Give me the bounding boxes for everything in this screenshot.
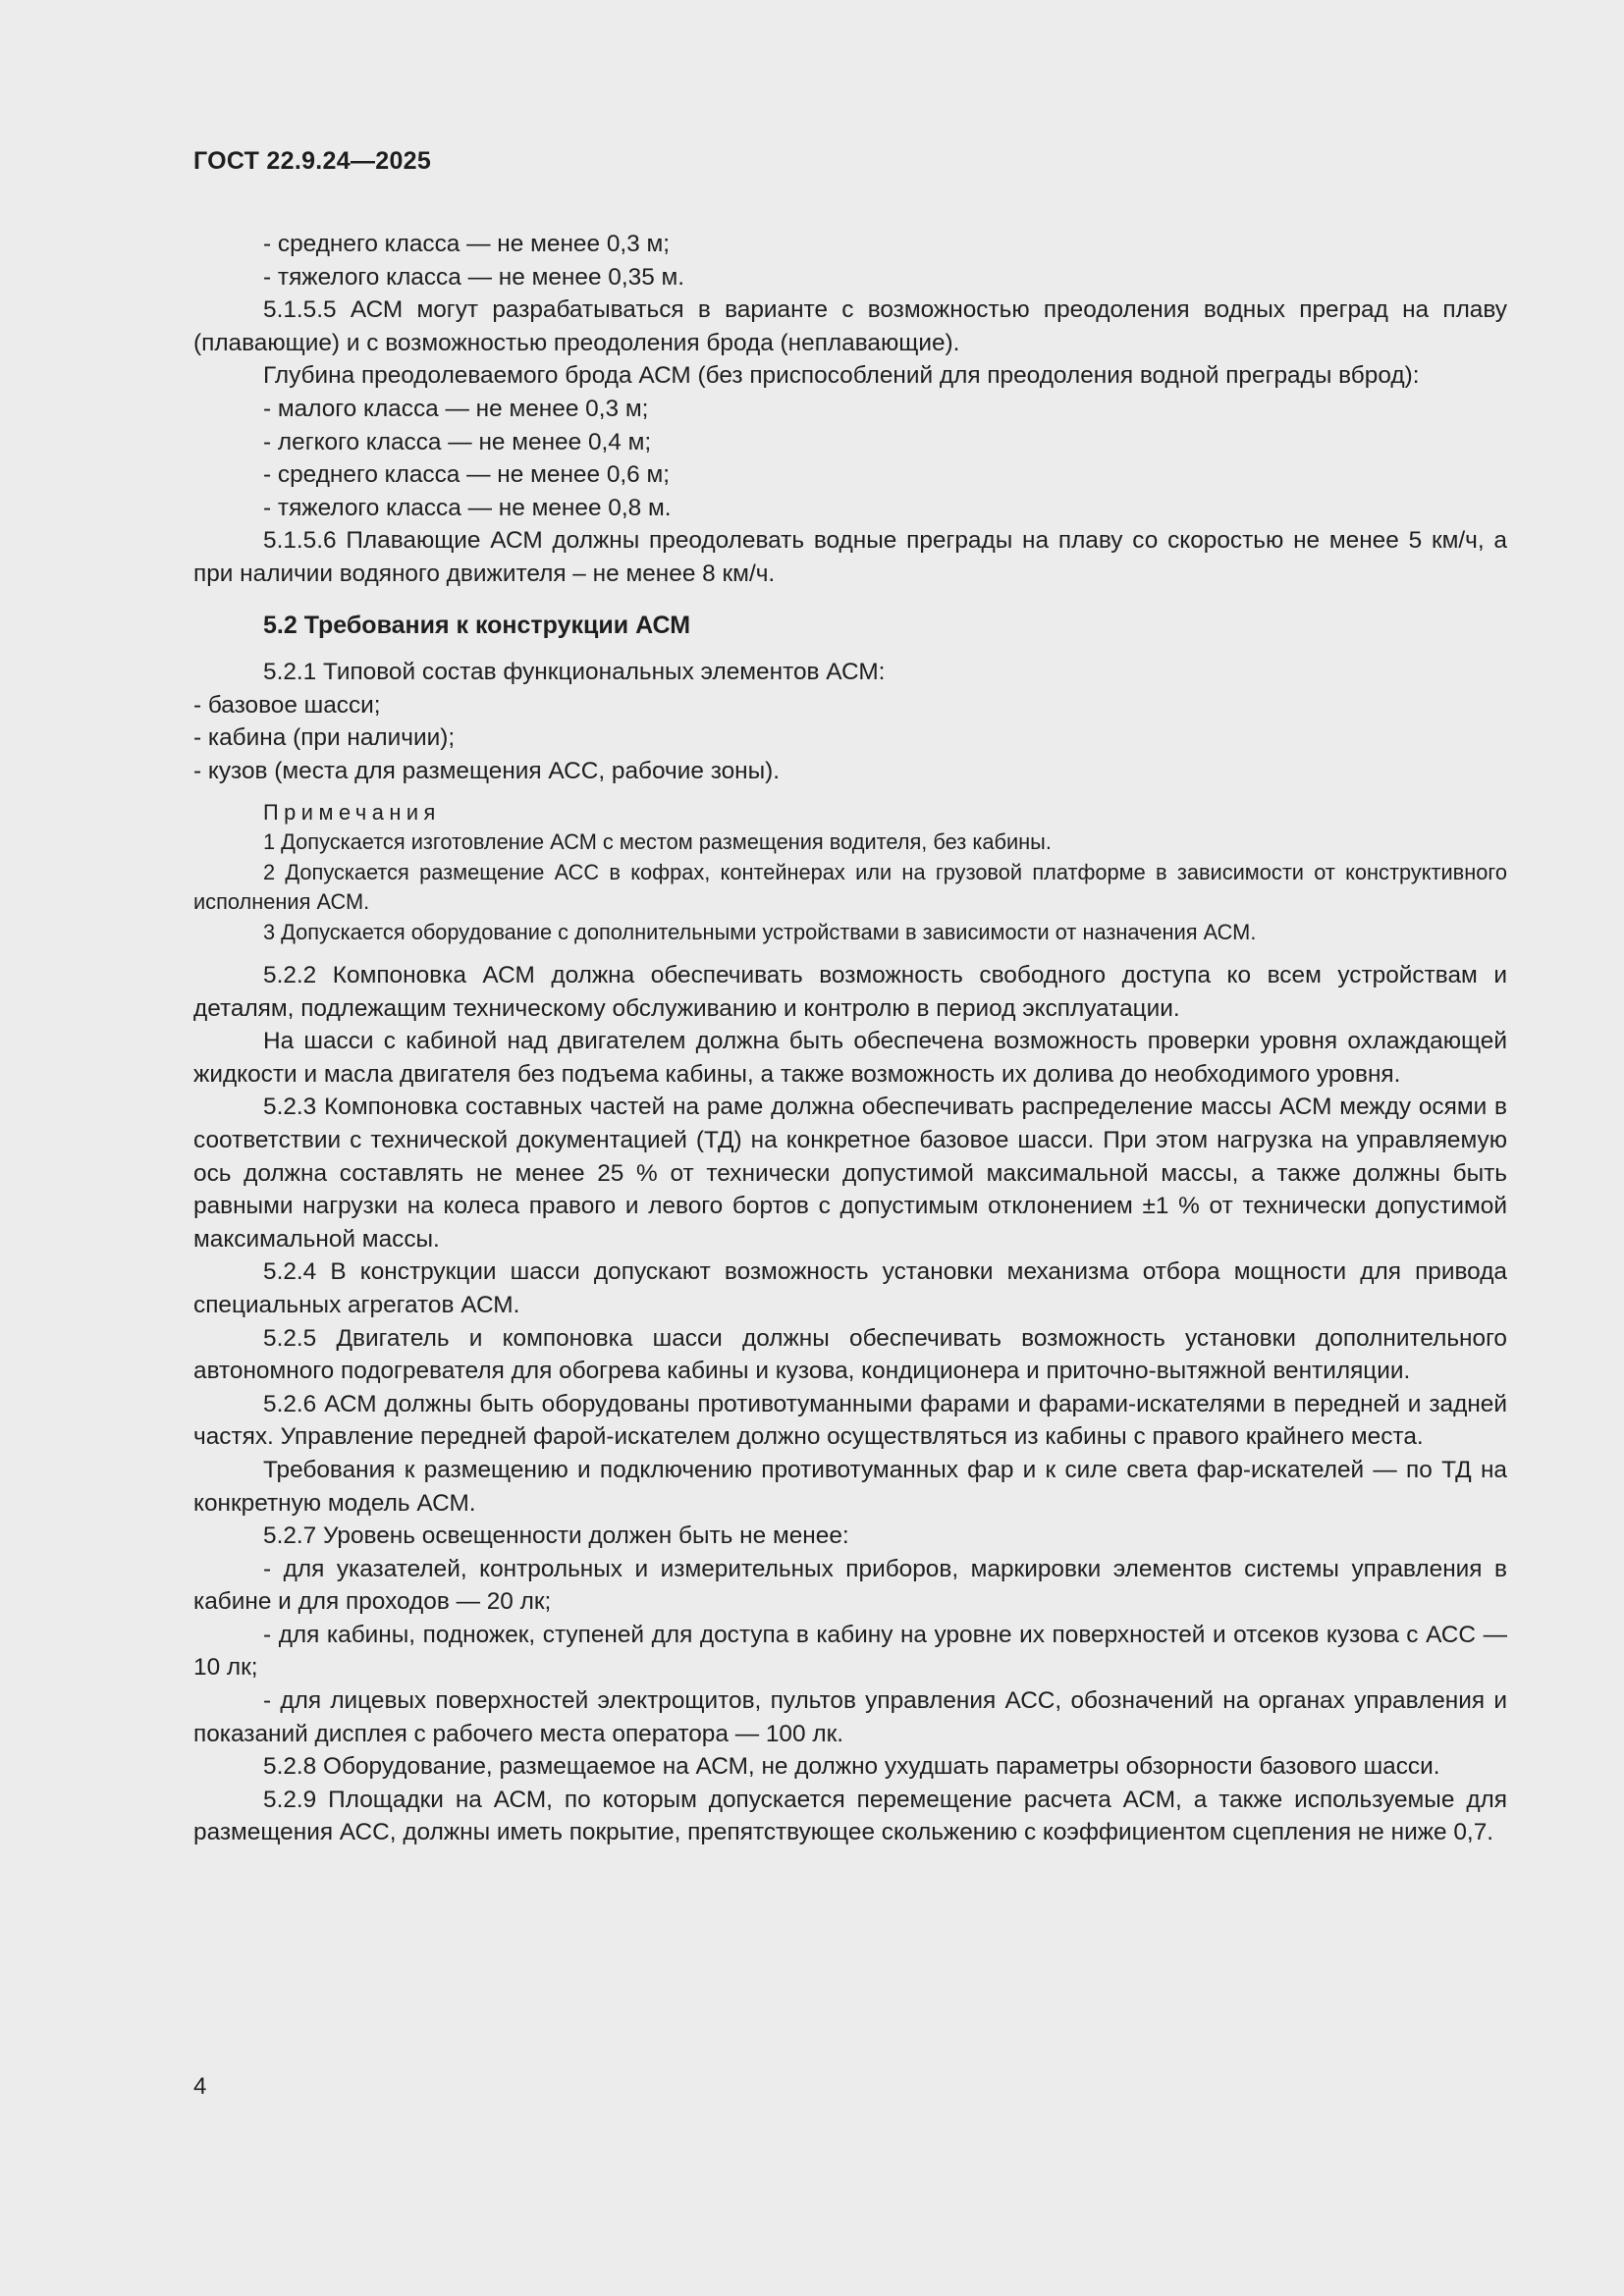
list-item: - для лицевых поверхностей электрощитов, пультов управления АСС, обозначений на органах управления и показаний дисплея с рабочего места оператора — 100 лк. bbox=[193, 1687, 1507, 1747]
clause-5-2-2: 5.2.2 Компоновка АСМ должна обеспечивать возможность свободного доступа ко всем устройствам и деталям, подлежащим техническому обслуживанию и контролю в период эксплуатации. bbox=[193, 962, 1507, 1022]
list-item: - легкого класса — не менее 0,4 м; bbox=[263, 428, 652, 455]
list-item: - для кабины, подножек, ступеней для доступа в кабину на уровне их поверхностей и отсеков кузова с АСС — 10 лк; bbox=[193, 1621, 1507, 1682]
list-item: - среднего класса — не менее 0,3 м; bbox=[263, 231, 671, 257]
list-item: - тяжелого класса — не менее 0,35 м. bbox=[263, 263, 685, 291]
section-heading-5-2: 5.2 Требования к конструкции АСМ bbox=[263, 611, 691, 639]
note-item: 3 Допускается оборудование с дополнительными устройствами в зависимости от назначения АСМ. bbox=[263, 919, 1257, 944]
clause-5-2-1: 5.2.1 Типовой состав функциональных элементов АСМ: bbox=[263, 659, 886, 686]
document-body bbox=[193, 228, 1507, 1849]
notes-title: Примечания bbox=[263, 799, 441, 825]
list-item: - кабина (при наличии); bbox=[193, 724, 456, 752]
list-item: - среднего класса — не менее 0,6 м; bbox=[263, 461, 671, 489]
clause-5-2-8: 5.2.8 Оборудование, размещаемое на АСМ, не должно ухудшать параметры обзорности базового шасси. bbox=[263, 1753, 1440, 1781]
clause-5-1-5-5: 5.1.5.5 АСМ могут разрабатываться в варианте с возможностью преодоления водных преград на плаву (плавающие) и с возможностью преодоления брода (неплавающие). bbox=[193, 296, 1507, 356]
paragraph: Глубина преодолеваемого брода АСМ (без приспособлений для преодоления водной преграды вброд): bbox=[263, 362, 1420, 390]
list-item: - кузов (места для размещения АСС, рабочие зоны). bbox=[193, 757, 781, 784]
clause-5-2-4: 5.2.4 В конструкции шасси допускают возможность установки механизма отбора мощности для привода специальных агрегатов АСМ. bbox=[193, 1258, 1507, 1318]
clause-5-2-3: 5.2.3 Компоновка составных частей на раме должна обеспечивать распределение массы АСМ между осями в соответствии с технической документацией (ТД) на конкретное базовое шасси. При этом нагрузка на управляемую ось должна составлять не менее 25 % от технически допустимой максимальной массы, а также должны быть равными нагрузки на колеса правого и левого бортов с допустимым отклонением ±1 % от технически допустимой максимальной массы. bbox=[193, 1094, 1507, 1253]
clause-5-1-5-6: 5.1.5.6 Плавающие АСМ должны преодолевать водные преграды на плаву со скоростью не менее 5 км/ч, а при наличии водяного движителя – не менее 8 км/ч. bbox=[193, 527, 1507, 587]
note-item: 1 Допускается изготовление АСМ с местом размещения водителя, без кабины. bbox=[263, 829, 1052, 854]
clause-5-2-6: 5.2.6 АСМ должны быть оборудованы противотуманными фарами и фарами-искателями в передней и задней частях. Управление передней фарой-искателем должно осуществляться из кабины с правого крайнего места. bbox=[193, 1390, 1507, 1451]
page-number: 4 bbox=[193, 2073, 207, 2100]
list-item: - базовое шасси; bbox=[193, 691, 381, 719]
notes-block bbox=[193, 798, 1507, 948]
list-item: - малого класса — не менее 0,3 м; bbox=[263, 395, 649, 422]
clause-5-2-5: 5.2.5 Двигатель и компоновка шасси должны обеспечивать возможность установки дополнительного автономного подогревателя для обогрева кабины и кузова, кондиционера и приточно-вытяжной вентиляции. bbox=[193, 1324, 1507, 1385]
clause-5-2-7: 5.2.7 Уровень освещенности должен быть не менее: bbox=[263, 1522, 849, 1550]
paragraph: Требования к размещению и подключению противотуманных фар и к силе света фар-искателей — по ТД на конкретную модель АСМ. bbox=[193, 1456, 1507, 1517]
list-item: - тяжелого класса — не менее 0,8 м. bbox=[263, 494, 672, 521]
paragraph: На шасси с кабиной над двигателем должна быть обеспечена возможность проверки уровня охлаждающей жидкости и масла двигателя без подъема кабины, а также возможность их долива до необходимого уровня. bbox=[193, 1028, 1507, 1088]
list-item: - для указателей, контрольных и измерительных приборов, маркировки элементов системы управления в кабине и для проходов — 20 лк; bbox=[193, 1555, 1507, 1616]
document-code-header: ГОСТ 22.9.24—2025 bbox=[193, 147, 432, 175]
document-page bbox=[193, 0, 1507, 2296]
clause-5-2-9: 5.2.9 Площадки на АСМ, по которым допускается перемещение расчета АСМ, а также используемые для размещения АСС, должны иметь покрытие, препятствующее скольжению с коэффициентом сцепления не ниже 0,7. bbox=[193, 1786, 1507, 1846]
note-item: 2 Допускается размещение АСС в кофрах, контейнерах или на грузовой платформе в зависимости от конструктивного исполнения АСМ. bbox=[193, 859, 1507, 914]
